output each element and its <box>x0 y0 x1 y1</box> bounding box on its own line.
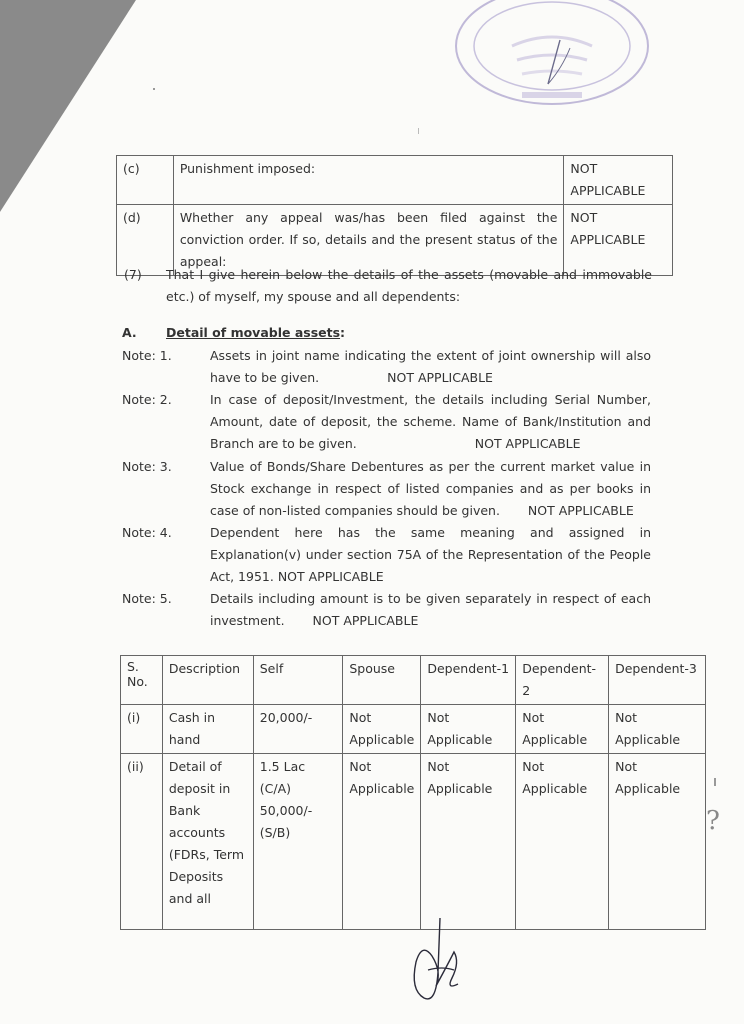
cell-spouse: Not Applicable <box>343 754 421 930</box>
note-status: NOT APPLICABLE <box>527 503 634 518</box>
item-text: That I give herein below the details of the assets (movable and immovable etc.) of myself, my spouse and all dependents: <box>166 267 652 304</box>
cell-dependent-3: Not Applicable <box>609 754 706 930</box>
note-body: Assets in joint name indicating the extent of joint ownership will also have to be given. <box>210 348 651 385</box>
note-label: Note: 1. <box>122 348 172 363</box>
margin-mark: ? <box>706 806 720 836</box>
note-status: NOT APPLICABLE <box>474 436 581 451</box>
signature <box>402 912 472 1012</box>
cell-self: 20,000/- <box>253 705 343 754</box>
note-body: Value of Bonds/Share Debentures as per the current market value in Stock exchange in respect of listed companies and as per books in case of non-listed companies should be given. <box>210 459 651 518</box>
header-description: Description <box>162 656 253 705</box>
note-label: Note: 3. <box>122 459 172 474</box>
court-seal-stamp <box>452 0 662 118</box>
note-status: NOT APPLICABLE <box>277 569 384 584</box>
self-savings-account: 50,000/- (S/B) <box>259 803 313 840</box>
note-label: Note: 5. <box>122 591 172 606</box>
row-number: (c) <box>117 156 174 205</box>
row-status: NOT APPLICABLE <box>564 156 673 205</box>
table-header-row <box>121 656 706 705</box>
cell-description: Detail of deposit in Bank accounts (FDRs, Term Deposits and all <box>162 754 253 930</box>
row-text: Whether any appeal was/has been filed against the conviction order. If so, details and the present status of the appeal: <box>173 205 564 276</box>
section-title: Detail of movable assets <box>166 325 341 340</box>
margin-tick <box>714 778 716 786</box>
header-dependent-1: Dependent-1 <box>421 656 516 705</box>
cell-dependent-1: Not Applicable <box>421 705 516 754</box>
header-sno: S. No. <box>121 656 163 705</box>
cell-dependent-1: Not Applicable <box>421 754 516 930</box>
row-number: (d) <box>117 205 174 276</box>
cell-sno: (ii) <box>121 754 163 930</box>
note-status: NOT APPLICABLE <box>312 613 419 628</box>
note-status: NOT APPLICABLE <box>387 370 493 385</box>
note-text <box>210 345 651 389</box>
section-heading <box>166 322 345 344</box>
cell-sno: (i) <box>121 705 163 754</box>
note-body: In case of deposit/Investment, the details including Serial Number, Amount, date of deposit, the scheme. Name of Bank/Institution and Branch are to be given. <box>210 392 651 451</box>
note-text <box>210 522 651 588</box>
header-self: Self <box>253 656 343 705</box>
note-body: Dependent here has the same meaning and assigned in Explanation(v) under section 75A of the Representation of the People Act, 1951. <box>210 525 651 584</box>
note-label: Note: 2. <box>122 392 172 407</box>
section-letter: A. <box>122 325 137 340</box>
table-row <box>121 705 706 754</box>
item-number: (7) <box>124 267 142 282</box>
cell-spouse: Not Applicable <box>343 705 421 754</box>
conviction-details-table <box>116 155 673 276</box>
self-current-account: 1.5 Lac (C/A) <box>259 759 306 796</box>
row-text: Punishment imposed: <box>173 156 564 205</box>
cell-self <box>253 754 343 930</box>
margin-tick <box>153 88 155 90</box>
cell-dependent-3: Not Applicable <box>609 705 706 754</box>
header-dependent-2: Dependent-2 <box>516 656 609 705</box>
note-text <box>210 389 651 455</box>
section-colon: : <box>340 325 346 340</box>
movable-assets-table <box>120 655 706 930</box>
header-dependent-3: Dependent-3 <box>609 656 706 705</box>
row-status: NOT APPLICABLE <box>564 205 673 276</box>
cell-description: Cash in hand <box>162 705 253 754</box>
header-spouse: Spouse <box>343 656 421 705</box>
margin-tick <box>418 128 419 134</box>
note-label: Note: 4. <box>122 525 172 540</box>
table-row <box>117 156 673 205</box>
cell-dependent-2: Not Applicable <box>516 754 609 930</box>
note-body: Details including amount is to be given separately in respect of each investment. <box>210 591 651 628</box>
note-text <box>210 456 651 522</box>
note-text <box>210 588 651 632</box>
cell-dependent-2: Not Applicable <box>516 705 609 754</box>
table-row <box>121 754 706 930</box>
